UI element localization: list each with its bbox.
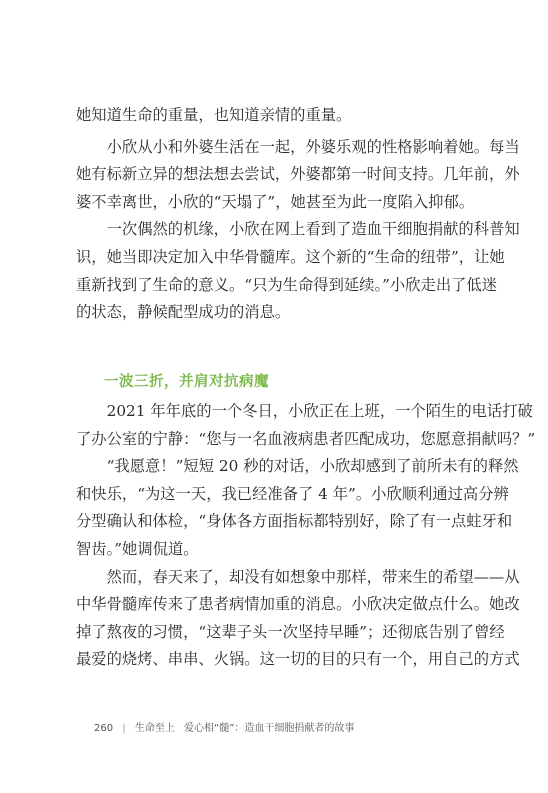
page-number: 260 [94,723,114,734]
book-title: 爱心相“髓”：造血干细胞捐献者的故事 [184,723,355,734]
text-line: 了办公室的宁静：“您与一名血液病患者匹配成功，您愿意捐献吗？” [76,429,536,448]
text-line: 她知道生命的重量，也知道亲情的重量。 [76,106,352,124]
paragraph-6 [76,564,520,674]
text-line: “我愿意！”短短 20 秒的对话，小欣却感到了前所未有的释然 [106,457,519,476]
paragraph-2 [76,134,520,217]
text-line: 2021 年年底的一个冬日，小欣正在上班，一个陌生的电话打破 [106,402,533,420]
text-line: 掉了熬夜的习惯，“这辈子头一次坚持早睡”；还彻底告别了曾经 [76,622,505,641]
paragraph-1 [76,102,476,130]
text-line: 重新找到了生命的意义。“只为生命得到延续。”小欣走出了低迷 [76,275,498,294]
text-line: 最爱的烧烤、串串、火锅。这一切的目的只有一个，用自己的方式 [76,650,520,669]
text-line: 分型确认和体检，“身体各方面指标都特别好，除了有一点蛀牙和 [76,512,513,531]
paragraph-3 [76,216,520,326]
text-line: 小欣从小和外婆生活在一起，外婆乐观的性格影响着她。每当 [106,137,520,156]
part-title: 生命至上 [134,723,175,734]
text-line: 然而，春天来了，却没有如想象中那样，带来生的希望——从 [106,567,520,586]
text-line: 一次偶然的机缘，小欣在网上看到了造血干细胞捐献的科普知 [106,220,520,239]
text-line: 的状态，静候配型成功的消息。 [76,303,291,322]
paragraph-5 [76,453,519,563]
paragraph-4 [76,398,536,453]
text-line: 中华骨髓库传来了患者病情加重的消息。小欣决定做点什么。她改 [76,595,520,614]
text-line: 识，她当即决定加入中华骨髓库。这个新的“生命的纽带”，让她 [76,247,505,266]
page-footer [94,719,360,734]
body-text-bottom [76,398,536,674]
text-line: 和快乐，“为这一天，我已经准备了 4 年”。小欣顺利通过高分辨 [76,484,509,503]
section-heading: 一波三折，并肩对抗病魔 [104,374,269,390]
text-line: 婆不幸离世，小欣的“天塌了”，她甚至为此一度陷入抑郁。 [76,192,475,211]
text-line: 智齿。”她调侃道。 [76,539,199,558]
body-text-top [76,102,520,327]
text-line: 她有标新立异的想法想去尝试，外婆都第一时间支持。几年前，外 [76,165,520,184]
footer-separator: | [122,723,126,734]
